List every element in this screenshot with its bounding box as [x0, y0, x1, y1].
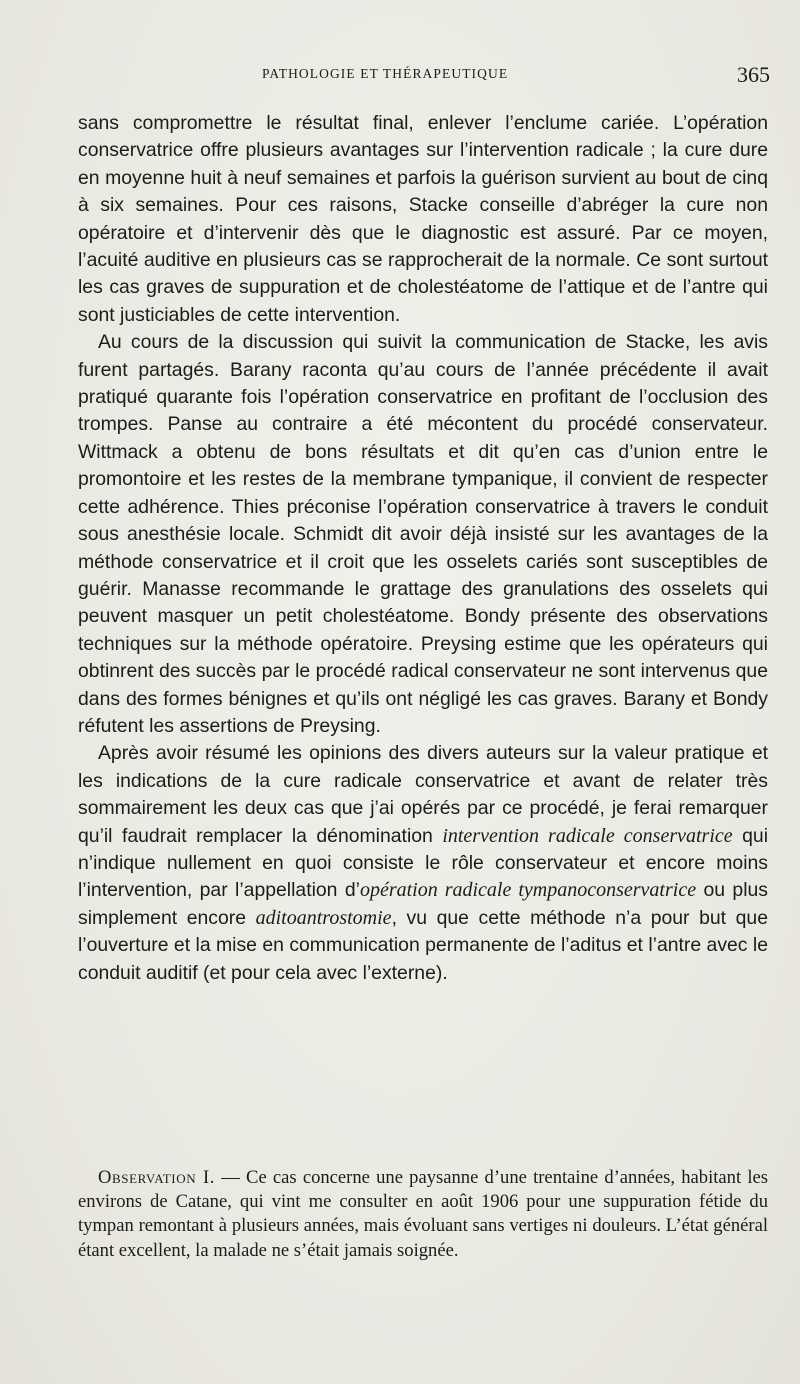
- paragraph-3-part-a: Après avoir résumé les opinions des divers auteurs sur la valeur pratique et les indications de la cure radicale conservatrice et avant de relater très sommairement les deux cas que j’ai opérés par ce procédé, je ferai remarquer qu’il faudrait remplacer la dénomination: [78, 742, 768, 847]
- observation-text: — Ce cas concerne une paysanne d’une trentaine d’années, habitant les environs de Catane, qui vint me consulter en août 1906 pour une suppuration fétide du tympan remontant à plusieurs années, mais évoluant sans vertiges ni douleurs. L’état général étant excellent, la malade ne s’était jamais soignée.: [78, 1167, 768, 1261]
- term-aditoantrostomie: aditoantrostomie: [255, 906, 392, 929]
- page-header: [80, 64, 770, 88]
- paragraph-3: [78, 740, 768, 987]
- observation-label: Observation I.: [98, 1167, 216, 1188]
- term-intervention-radicale: intervention radicale conservatrice: [442, 824, 733, 847]
- paragraph-3-part-b: qui n’indique nullement en quoi consiste le rôle conservateur et encore moins l’intervention, par l’appellation d’: [78, 824, 768, 902]
- observation-paragraph: [78, 1166, 768, 1263]
- observation-block: [78, 1166, 768, 1263]
- main-text: [78, 110, 768, 987]
- paragraph-3-part-d: , vu que cette méthode n’a pour but que l’ouverture et la mise en communication permanente de l’aditus et l’antre avec le conduit auditif (et pour cela avec l’externe).: [78, 906, 768, 984]
- page-number: 365: [737, 62, 770, 87]
- running-head: PATHOLOGIE ET THÉRAPEUTIQUE: [262, 66, 509, 81]
- term-operation-tympanoconservatrice: opération radicale tympanoconservatrice: [359, 879, 697, 902]
- paragraph-3-part-c: ou plus simplement encore: [78, 879, 768, 929]
- paragraph-1: sans compromettre le résultat final, enlever l’enclume cariée. L’opération conservatrice offre plusieurs avantages sur l’intervention radicale ; la cure dure en moyenne huit à neuf semaines et parfois la guérison survient au bout de cinq à six semaines. Pour ces raisons, Stacke conseille d’abréger la cure non opératoire et d’intervenir dès que le diagnostic est assuré. Par ce moyen, l’acuité auditive en plusieurs cas se rapprocherait de la normale. Ce sont surtout les cas graves de suppuration et de cholestéatome de l’attique et de l’antre qui sont justiciables de cette intervention.: [78, 112, 768, 326]
- paragraph-2: Au cours de la discussion qui suivit la communication de Stacke, les avis furent partagés. Barany raconta qu’au cours de l’année précédente il avait pratiqué quarante fois l’opération conservatrice en profitant de l’occlusion des trompes. Panse au contraire a été mécontent du procédé conservateur. Wittmack a obtenu de bons résultats et dit qu’en cas d’union entre le promontoire et les restes de la membrane tympanique, il convient de respecter cette adhérence. Thies préconise l’opération conservatrice à travers le conduit sous anesthésie locale. Schmidt dit avoir déjà insisté sur les avantages de la méthode conservatrice et il croit que les osselets cariés sont susceptibles de guérir. Manasse recommande le grattage des granulations des osselets qui peuvent masquer un petit cholestéatome. Bondy présente des observations techniques sur la méthode opératoire. Preysing estime que les opérateurs qui obtinrent des succès par le procédé radical conservateur ne sont intervenus que dans des formes bénignes et qu’ils ont négligé les cas graves. Barany et Bondy réfutent les assertions de Preysing.: [78, 331, 768, 737]
